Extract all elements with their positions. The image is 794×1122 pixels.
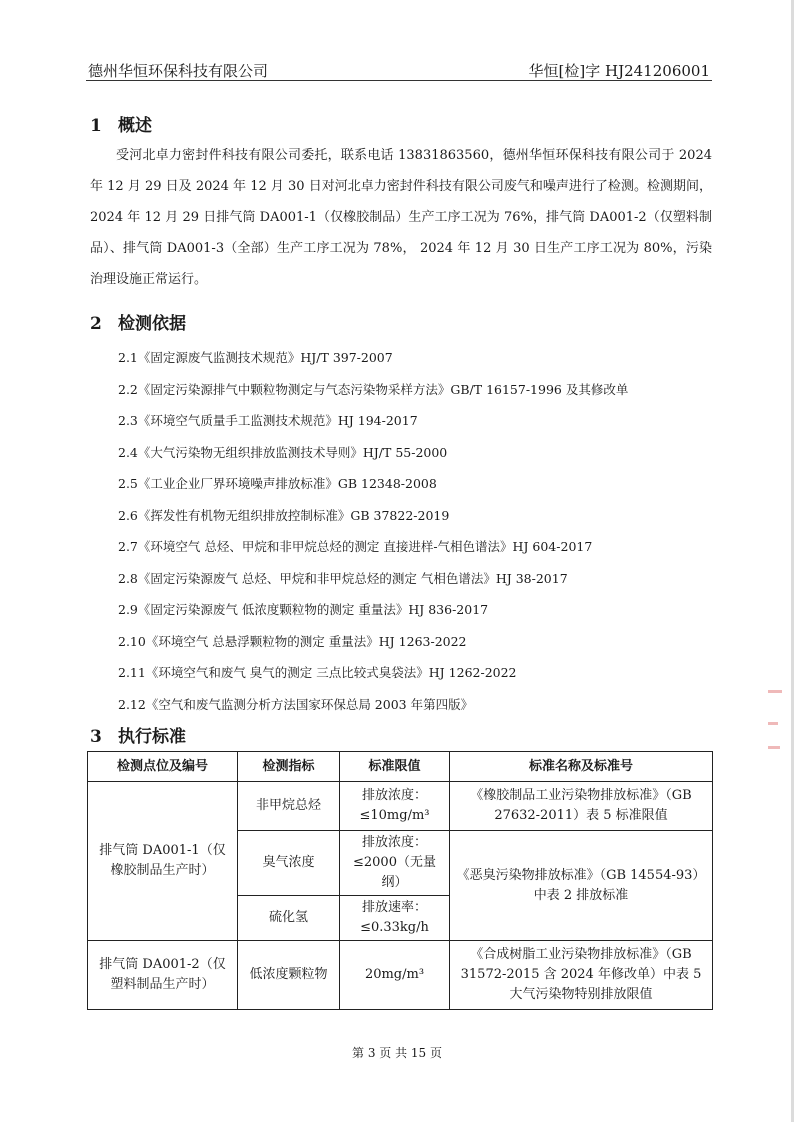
col-header-standard: 标准名称及标准号 bbox=[450, 752, 713, 782]
basis-item: 2.6《挥发性有机物无组织排放控制标准》GB 37822-2019 bbox=[118, 507, 450, 523]
section-2-title: 检测依据 bbox=[118, 314, 186, 334]
basis-item: 2.8《固定污染源废气 总烃、甲烷和非甲烷总烃的测定 气相色谱法》HJ 38-2017 bbox=[118, 570, 568, 586]
basis-list bbox=[118, 342, 718, 720]
indicator-cell: 硫化氢 bbox=[238, 896, 340, 941]
location-cell: 排气筒 DA001-2（仅塑料制品生产时） bbox=[88, 941, 238, 1010]
basis-item: 2.1《固定源废气监测技术规范》HJ/T 397-2007 bbox=[118, 350, 393, 365]
limit-cell: 排放速率：≤0.33kg/h bbox=[340, 896, 450, 941]
indicator-cell: 臭气浓度 bbox=[238, 831, 340, 896]
seal-mark bbox=[768, 746, 780, 749]
basis-item: 2.11《环境空气和废气 臭气的测定 三点比较式臭袋法》HJ 1262-2022 bbox=[118, 665, 517, 680]
limit-cell: 20mg/m³ bbox=[340, 941, 450, 1010]
section-2-heading bbox=[90, 309, 186, 334]
standard-cell: 《恶臭污染物排放标准》（GB 14554-93）中表 2 排放标准 bbox=[450, 831, 713, 941]
section-3-number: 3 bbox=[90, 727, 102, 747]
section-1-heading bbox=[90, 111, 152, 136]
limit-cell: 排放浓度：≤10mg/m³ bbox=[340, 782, 450, 831]
header-divider bbox=[86, 80, 712, 81]
standard-cell: 《橡胶制品工业污染物排放标准》（GB 27632-2011）表 5 标准限值 bbox=[450, 782, 713, 831]
section-1-number: 1 bbox=[90, 116, 102, 136]
basis-item: 2.12《空气和废气监测分析方法国家环保总局 2003 年第四版》 bbox=[118, 696, 474, 712]
seal-mark bbox=[768, 722, 778, 725]
page-number: 第 3 页 共 15 页 bbox=[352, 1046, 442, 1060]
basis-item: 2.5《工业企业厂界环境噪声排放标准》GB 12348-2008 bbox=[118, 476, 437, 491]
section-1-title: 概述 bbox=[118, 116, 152, 136]
limit-cell: 排放浓度：≤2000（无量纲） bbox=[340, 831, 450, 896]
table-row bbox=[88, 782, 713, 831]
basis-item: 2.2《固定污染源排气中颗粒物测定与气态污染物采样方法》GB/T 16157-1996 及其修改单 bbox=[118, 381, 629, 397]
section-3-title: 执行标准 bbox=[118, 727, 186, 747]
table-header-row bbox=[88, 752, 713, 782]
header-report-number: 华恒[检]字 HJ241206001 bbox=[528, 62, 710, 80]
table-row bbox=[88, 941, 713, 1010]
col-header-location: 检测点位及编号 bbox=[88, 752, 238, 782]
basis-item: 2.7《环境空气 总烃、甲烷和非甲烷总烃的测定 直接进样-气相色谱法》HJ 604-2017 bbox=[118, 539, 593, 554]
header-company: 德州华恒环保科技有限公司 bbox=[88, 62, 269, 80]
col-header-limit: 标准限值 bbox=[340, 752, 450, 782]
basis-item: 2.4《大气污染物无组织排放监测技术导则》HJ/T 55-2000 bbox=[118, 444, 448, 460]
indicator-cell: 低浓度颗粒物 bbox=[238, 941, 340, 1010]
basis-item: 2.10《环境空气 总悬浮颗粒物的测定 重量法》HJ 1263-2022 bbox=[118, 633, 467, 649]
section-2-number: 2 bbox=[90, 314, 102, 334]
indicator-cell: 非甲烷总烃 bbox=[238, 782, 340, 831]
location-cell: 排气筒 DA001-1（仅橡胶制品生产时） bbox=[88, 782, 238, 941]
basis-item: 2.3《环境空气质量手工监测技术规范》HJ 194-2017 bbox=[118, 413, 418, 428]
col-header-indicator: 检测指标 bbox=[238, 752, 340, 782]
seal-mark bbox=[768, 690, 782, 693]
standard-cell: 《合成树脂工业污染物排放标准》（GB 31572-2015 含 2024 年修改单）中表 5 大气污染物特别排放限值 bbox=[450, 941, 713, 1010]
overview-paragraph: 受河北卓力密封件科技有限公司委托，联系电话 13831863560，德州华恒环保科技有限公司于 2024 年 12 月 29 日及 2024 年 12 月 30 日对河北卓力密封件科技有限公司废气和噪声进行了检测。检测期间， 2024 年 12 月 29 日排气筒 DA001-1（仅橡胶制品）生产工序工况为 76%，排气筒 DA001-2（仅塑料制品）、排气筒 DA001-3（全部）生产工序工况为 78%， 2024 年 12 月 30 日生产工序工况为 80%，污染治理设施正常运行。 bbox=[90, 148, 712, 287]
basis-item: 2.9《固定污染源废气 低浓度颗粒物的测定 重量法》HJ 836-2017 bbox=[118, 602, 489, 617]
section-3-heading bbox=[90, 722, 186, 747]
standards-table bbox=[87, 751, 713, 1010]
